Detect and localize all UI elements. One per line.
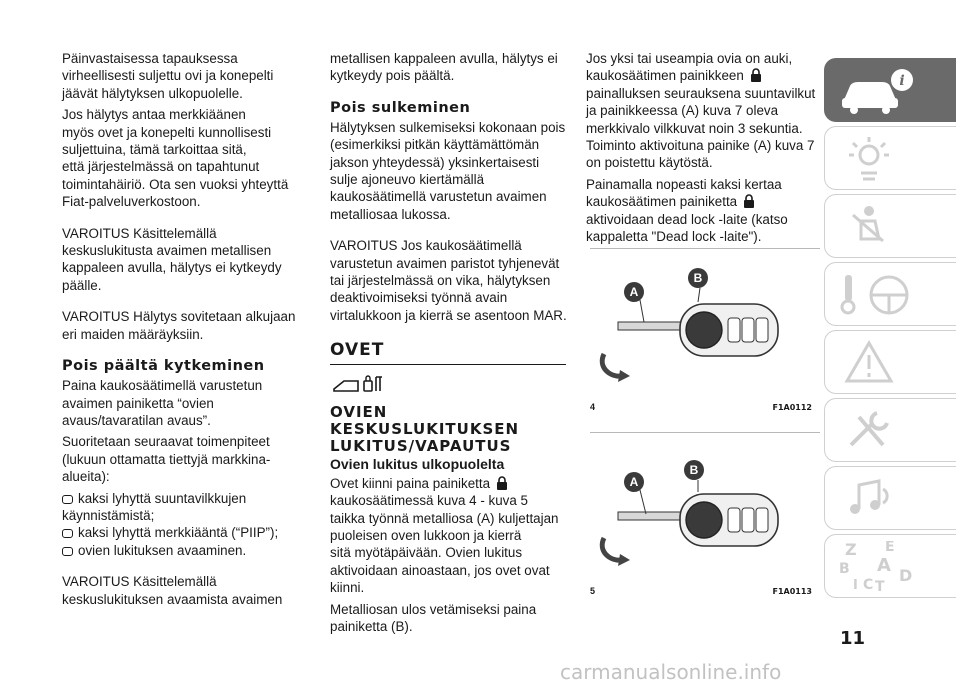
tab-index[interactable] <box>824 534 956 598</box>
bullet-item <box>62 542 302 559</box>
text-line: aktivoidaan ainoastaan, jos ovet ovat <box>330 562 550 578</box>
bullet-icon <box>62 547 73 556</box>
index-letters-icon <box>839 541 929 593</box>
figure-number: 4 <box>590 402 596 412</box>
road-warning-icon <box>839 337 899 387</box>
text-line: VAROITUS Käsittelemällä <box>62 225 217 241</box>
page-number: 11 <box>840 628 866 649</box>
text-line: metallisen kappaleen avulla, hälytys ei <box>330 51 558 66</box>
section-title-doors: OVET <box>330 340 385 361</box>
index-letter: I <box>853 578 858 593</box>
text-line: Metalliosan ulos vetämiseksi paina <box>330 601 537 617</box>
text-line: avaus/tavaratilan avaus”. <box>62 412 211 428</box>
text-line: Hälytyksen sulkemiseksi kokonaan pois <box>330 119 566 135</box>
paragraph-metal-part <box>330 50 566 85</box>
remote-key-illustration <box>590 442 820 582</box>
text-line: avaimen painiketta “ovien <box>62 395 214 411</box>
text-line: (lukuun ottamatta tiettyjä markkina- <box>62 451 271 467</box>
text-line: puoleisen oven lukkoon ja kierrä <box>330 527 522 543</box>
bullet-text: kaksi lyhyttä merkkiääntä (“PIIP”); <box>78 525 279 541</box>
text-line: kytkeydy pois päältä. <box>330 68 455 84</box>
text-line: VAROITUS Käsittelemällä <box>62 574 217 590</box>
figure-number: 5 <box>590 586 596 596</box>
text-line: on poistettu käytöstä. <box>586 155 713 171</box>
text-line: aktivoidaan dead lock -laite (katso <box>586 211 788 227</box>
text-line: sulje ajoneuvo kiertämällä <box>330 172 485 188</box>
label-a: A <box>629 285 639 299</box>
index-letter: D <box>899 566 913 585</box>
paragraph-fault <box>62 106 302 210</box>
text-line: että järjestelmässä on tapahtunut <box>62 159 260 175</box>
paragraph-door-open <box>586 50 822 172</box>
text-line: painiketta (B). <box>330 618 413 634</box>
lock-icon <box>750 68 762 82</box>
text-line: ja painikkeessa (A) kuva 7 oleva <box>586 103 779 119</box>
service-tools-icon <box>839 405 899 455</box>
bullet-item <box>62 490 302 507</box>
figure-divider <box>590 432 820 433</box>
tab-safety[interactable] <box>824 194 956 258</box>
warning-paragraph-2 <box>62 308 302 343</box>
text-line: kaukosäätimessä kuva 4 - kuva 5 <box>330 493 528 509</box>
paragraph-extract-metal <box>330 601 566 636</box>
warning-light-icon <box>839 133 899 183</box>
text-line: keskuslukitusta avaimen metallisen <box>62 243 272 259</box>
index-letter: E <box>885 541 895 555</box>
text-line: alueita): <box>62 469 110 485</box>
text-line: Jos yksi tai useampia ovia on auki, <box>586 51 793 66</box>
door-lock-symbol-icon <box>330 373 386 395</box>
text-line: kappaleen avulla, hälytys ei kytkeydy <box>62 260 282 276</box>
text-line: metalliosaa lukossa. <box>330 206 451 222</box>
index-letter: A <box>877 555 891 576</box>
bullet-continuation: käynnistämistä; <box>62 507 155 523</box>
index-letter: B <box>839 561 850 577</box>
text-line-with-icon <box>586 193 822 210</box>
label-b: B <box>689 463 699 477</box>
car-info-icon <box>838 64 918 116</box>
index-letter: C <box>863 577 874 593</box>
text-line-with-icon <box>586 67 822 84</box>
subsection-title <box>330 404 566 455</box>
bullet-list <box>62 490 302 560</box>
lock-icon <box>496 476 508 490</box>
text-span: kaukosäätimen painikkeen <box>586 68 744 84</box>
title-line: OVIEN <box>330 402 388 421</box>
heading-exclusion: Pois sulkeminen <box>330 99 471 116</box>
text-line: Paina kaukosäätimellä varustetun <box>62 378 263 394</box>
text-line-with-icon <box>330 475 566 492</box>
text-line: Päinvastaisessa tapauksessa <box>62 51 238 66</box>
tab-multimedia[interactable] <box>824 466 956 530</box>
figure-5 <box>590 432 820 608</box>
text-line: taikka työnnä metalliosa (A) kuljettajan <box>330 510 559 526</box>
subheading-lock-outside: Ovien lukitus ulkopuolelta <box>330 455 505 472</box>
text-line: painalluksen seurauksena suuntavilkut <box>586 85 816 101</box>
tab-starting[interactable] <box>824 262 956 326</box>
column-2 <box>330 50 566 639</box>
figure-code: F1A0113 <box>772 587 812 596</box>
section-divider <box>330 364 566 365</box>
text-line: myös ovet ja konepelti kunnollisesti <box>62 124 272 140</box>
bullet-text: kaksi lyhyttä suuntavilkkujen <box>78 490 247 506</box>
text-line: Painamalla nopeasti kaksi kertaa <box>586 176 782 192</box>
text-line: deaktivoimiseksi työnnä avain <box>330 290 508 306</box>
paragraph-lock-doors <box>330 475 566 597</box>
paragraph-exclusion <box>330 119 566 223</box>
warning-paragraph-3 <box>62 573 302 608</box>
index-letter: Z <box>845 541 857 559</box>
tab-maintenance[interactable] <box>824 398 956 462</box>
text-line: jakson yhteydessä) yksinkertaisesti <box>330 154 540 170</box>
text-line: sitä myötäpäivään. Ovien lukitus <box>330 545 523 561</box>
text-line: kaukosäätimellä varustetun avaimen <box>330 189 547 205</box>
figure-divider <box>590 248 820 249</box>
text-line: päälle. <box>62 277 102 293</box>
text-line: tai järjestelmässä on vika, hälytyksen <box>330 273 551 289</box>
bullet-icon <box>62 529 73 538</box>
text-line: kiinni. <box>330 580 365 596</box>
lock-icon <box>743 194 755 208</box>
remote-key-illustration <box>590 258 820 398</box>
figure-4 <box>590 248 820 424</box>
text-line: Jos hälytys antaa merkkiäänen <box>62 107 246 123</box>
title-line: LUKITUS/VAPAUTUS <box>330 436 512 455</box>
bullet-text: ovien lukituksen avaaminen. <box>78 542 247 558</box>
label-a: A <box>629 475 639 489</box>
paragraph-intro <box>62 50 302 102</box>
text-line: virtalukkoon ja kierrä se asentoon MAR. <box>330 307 567 323</box>
text-span: Ovet kiinni paina painiketta <box>330 475 491 491</box>
label-b: B <box>693 271 703 285</box>
key-steering-icon <box>839 269 919 319</box>
text-line: kappaletta "Dead lock -laite"). <box>586 229 762 245</box>
text-line: eri maiden määräyksiin. <box>62 326 204 342</box>
bullet-icon <box>62 495 73 504</box>
text-line: Suoritetaan seuraavat toimenpiteet <box>62 434 270 450</box>
text-line: Toiminto aktivoituna painike (A) kuva 7 <box>586 138 815 154</box>
tab-emergency[interactable] <box>824 330 956 394</box>
tab-warning-lights[interactable] <box>824 126 956 190</box>
watermark-text: carmanualsonline.info <box>560 660 782 683</box>
text-line: jäävät hälytyksen ulkopuolelle. <box>62 85 243 101</box>
text-line: toimintahäiriö. Ota sen vuoksi yhteyttä <box>62 176 289 192</box>
text-line: keskuslukituksen avaamista avaimen <box>62 591 283 607</box>
column-3 <box>586 50 822 249</box>
index-letter: T <box>875 579 885 593</box>
warning-paragraph-1 <box>62 225 302 295</box>
text-line: suljettuina, tämä tarkoittaa sitä, <box>62 142 247 158</box>
text-line: merkkivalo vilkkuvat noin 3 sekuntia. <box>586 120 803 136</box>
text-line: Fiat-palveluverkostoon. <box>62 194 201 210</box>
text-line: virheellisesti suljettu ovi ja konepelti <box>62 68 274 84</box>
text-line: VAROITUS Hälytys sovitetaan alkujaan <box>62 309 296 325</box>
text-line: varustetun avaimen paristot tyhjenevät <box>330 255 560 271</box>
tab-car-info[interactable] <box>824 58 956 122</box>
figure-code: F1A0112 <box>772 403 812 412</box>
text-line: VAROITUS Jos kaukosäätimellä <box>330 238 522 254</box>
airbag-seat-icon <box>839 201 899 251</box>
bullet-item <box>62 524 302 541</box>
paragraph-actions <box>62 433 302 485</box>
multimedia-icon <box>839 473 899 523</box>
warning-paragraph-battery <box>330 237 566 324</box>
text-line: (esimerkiksi pitkän käyttämättömän <box>330 137 540 153</box>
paragraph-press-button <box>62 377 302 429</box>
column-1 <box>62 50 302 612</box>
text-span: kaukosäätimen painiketta <box>586 194 738 210</box>
title-line: KESKUSLUKITUKSEN <box>330 419 520 438</box>
paragraph-dead-lock <box>586 176 822 246</box>
svg-text:i: i <box>899 73 905 89</box>
heading-disarm: Pois päältä kytkeminen <box>62 358 265 375</box>
